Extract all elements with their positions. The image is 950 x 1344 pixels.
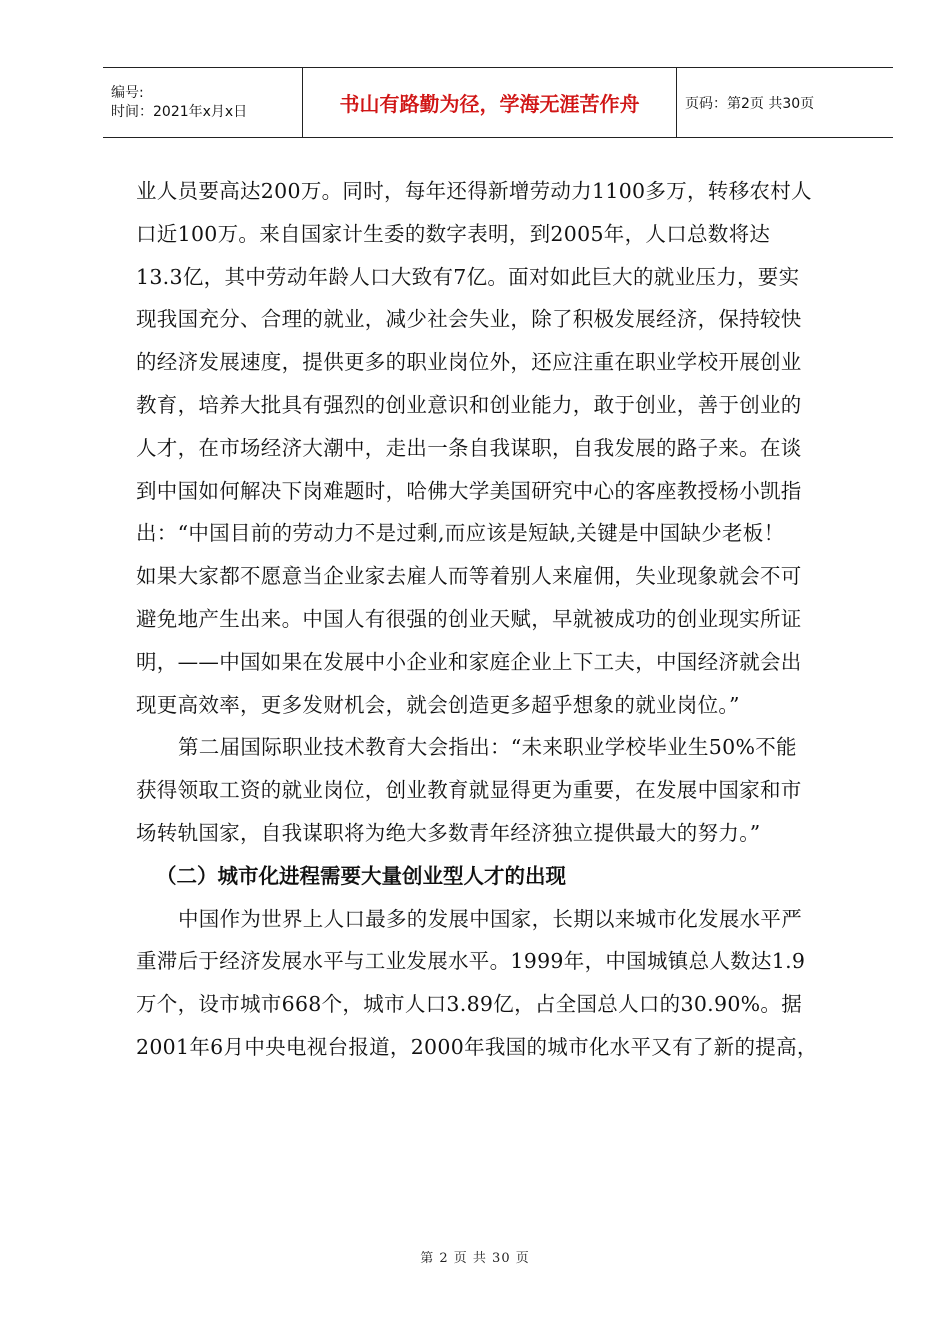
text-line: 到中国如何解决下岗难题时，哈佛大学美国研究中心的客座教授杨小凯指 [136,478,802,503]
paragraph-2 [136,726,860,854]
text-line: 获得领取工资的就业岗位，创业教育就显得更为重要，在发展中国家和市 [136,778,802,803]
motto-text: 书山有路勤为径，学海无涯苦作舟 [339,92,640,116]
page-label: 页码：第2页 共30页 [685,95,815,112]
header-page-cell [677,68,893,137]
text-line: 2001年6月中央电视台报道，2000年我国的城市化水平又有了新的提高， [136,1034,818,1059]
text-line: 中国作为世界上人口最多的发展中国家，长期以来城市化发展水平严 [178,906,802,931]
text-line: 现更高效率，更多发财机会，就会创造更多超乎想象的就业岗位。” [136,692,740,717]
number-label: 编号: [111,84,144,101]
section-heading: （二）城市化进程需要大量创业型人才的出现 [156,863,566,888]
paragraph-1 [136,170,860,726]
text-line: 的经济发展速度，提供更多的职业岗位外，还应注重在职业学校开展创业 [136,350,802,375]
text-line: 人才，在市场经济大潮中，走出一条自我谋职，自我发展的路子来。在谈 [136,435,802,460]
text-line: 第二届国际职业技术教育大会指出：“未来职业学校毕业生50%不能 [178,735,797,760]
text-line: 口近100万。来自国家计生委的数字表明，到2005年，人口总数将达 [136,221,771,246]
text-line: 避免地产生出来。中国人有很强的创业天赋，早就被成功的创业现实所证 [136,606,802,631]
text-line: 场转轨国家，自我谋职将为绝大多数青年经济独立提供最大的努力。” [136,820,761,845]
page-header [103,67,893,138]
text-line: 出：“中国目前的劳动力不是过剩,而应该是短缺,关键是中国缺少老板！ [136,521,785,546]
text-line: 明，——中国如果在发展中小企业和家庭企业上下工夫，中国经济就会出 [136,649,802,674]
document-body [136,170,860,1069]
header-meta-cell [103,68,303,137]
text-line: 重滞后于经济发展水平与工业发展水平。1999年，中国城镇总人数达1.9 [136,949,806,974]
text-line: 业人员要高达200万。同时，每年还得新增劳动力1100多万，转移农村人 [136,179,812,203]
text-line: 如果大家都不愿意当企业家去雇人而等着别人来雇佣，失业现象就会不可 [136,564,802,589]
text-line: 万个，设市城市668个，城市人口3.89亿，占全国总人口的30.90%。据 [136,992,803,1017]
text-line: 现我国充分、合理的就业，减少社会失业，除了积极发展经济，保持较快 [136,307,802,332]
text-line: 13.3亿，其中劳动年龄人口大致有7亿。面对如此巨大的就业压力，要实 [136,264,800,289]
time-label: 时间：2021年x月x日 [111,103,248,120]
text-line: 教育，培养大批具有强烈的创业意识和创业能力，敢于创业，善于创业的 [136,392,802,417]
page-footer: 第 2 页 共 30 页 [420,1251,530,1266]
paragraph-3 [136,898,860,1069]
header-motto-cell [303,68,677,137]
